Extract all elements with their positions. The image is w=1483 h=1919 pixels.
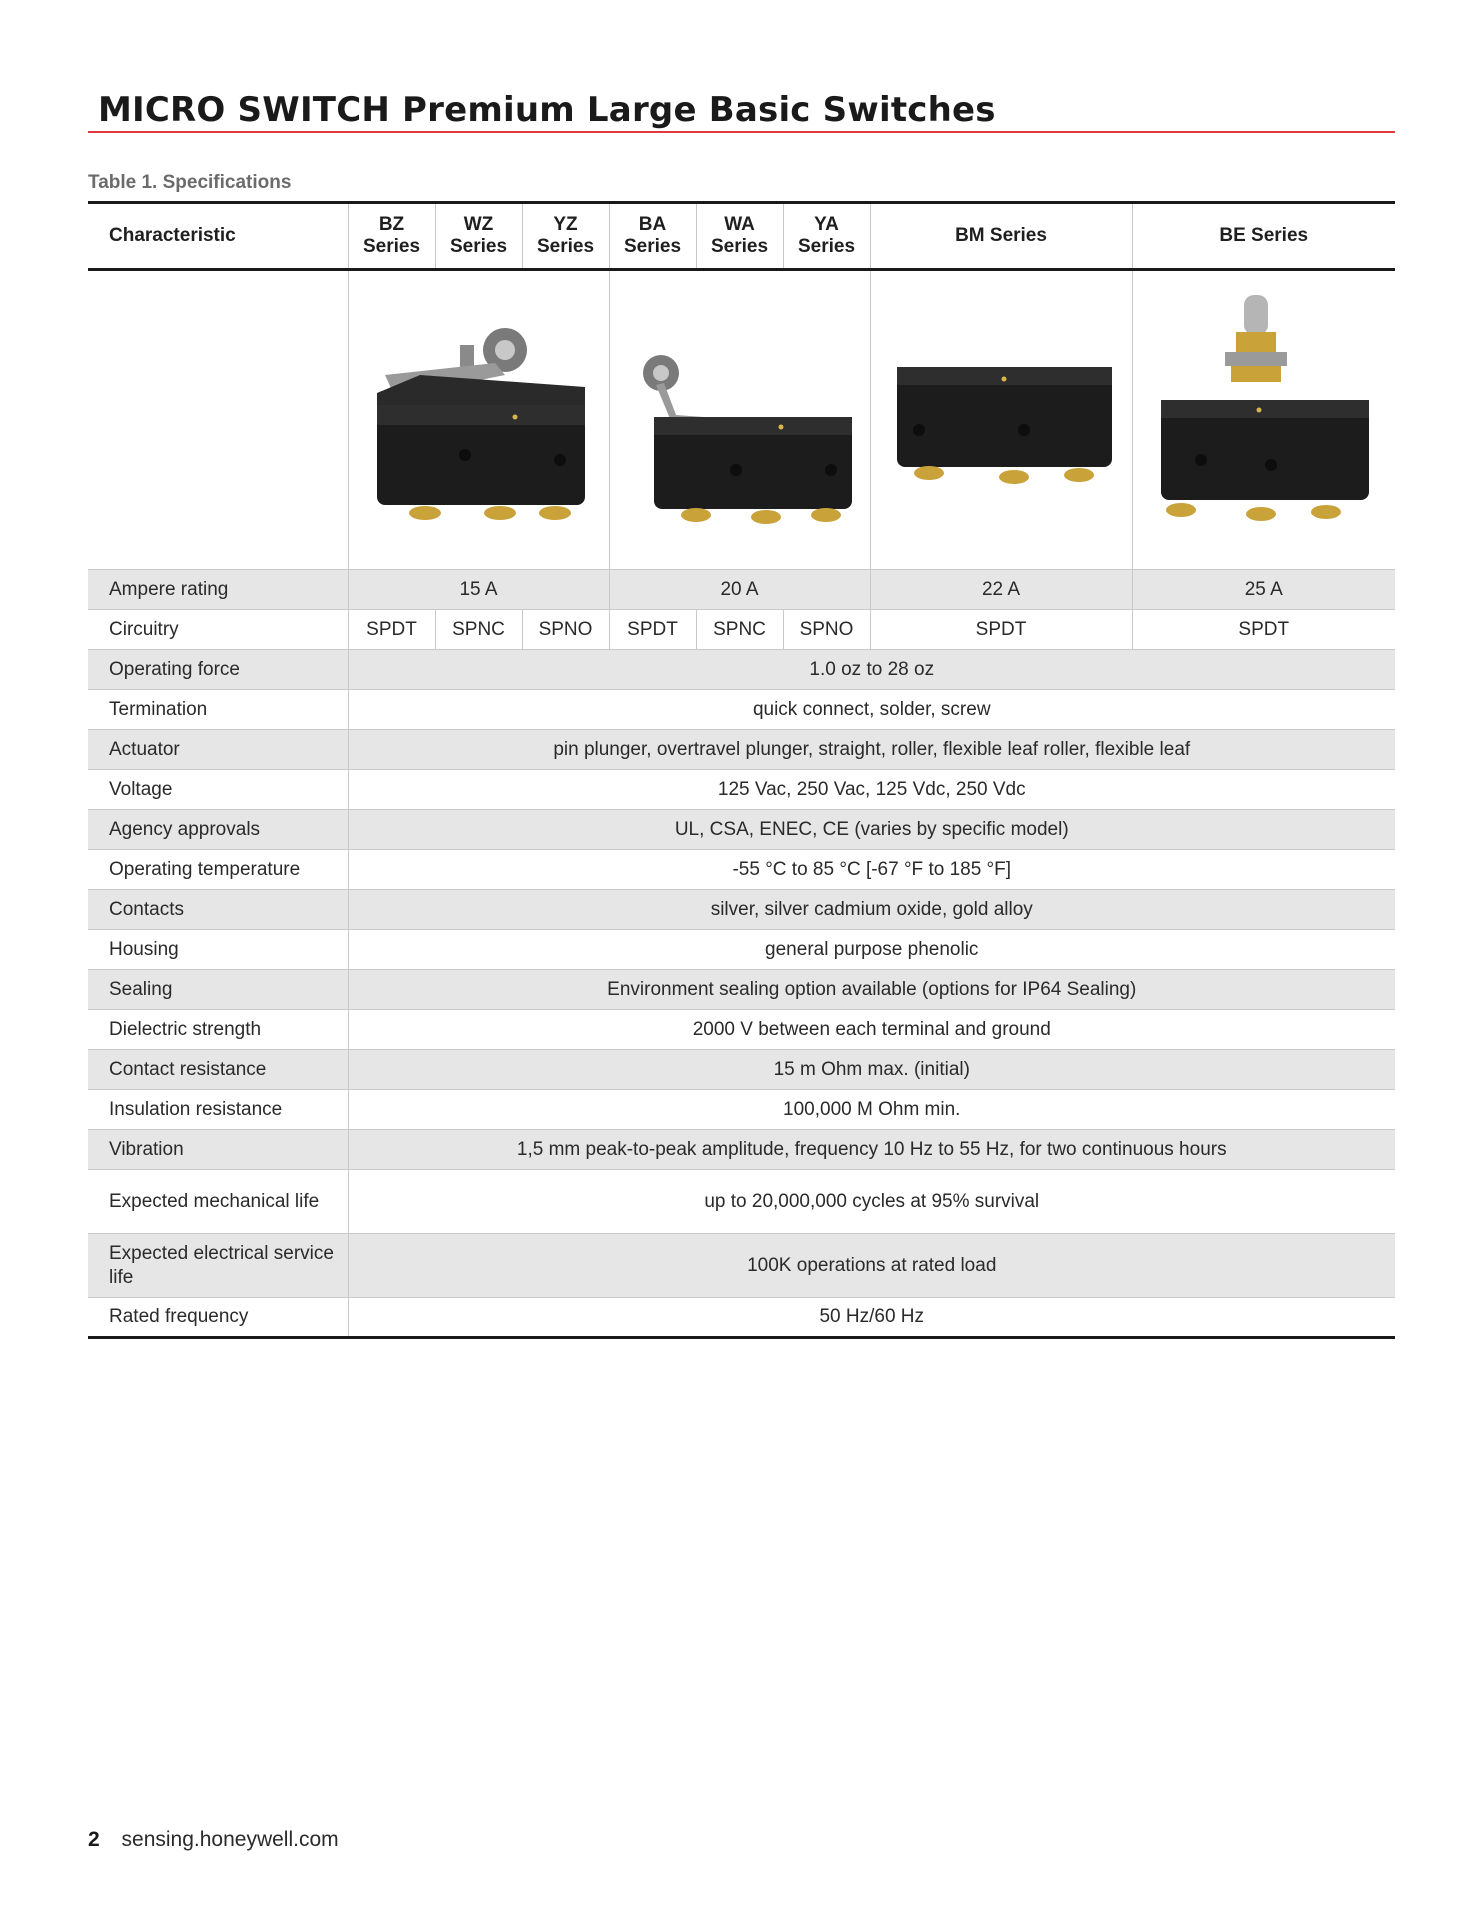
cell-wz-circuitry: SPNC	[435, 610, 522, 650]
image-row-label-cell	[88, 270, 348, 570]
header-be-series: BE Series	[1132, 203, 1395, 270]
row-label: Voltage	[88, 770, 348, 810]
z-series-image-cell	[348, 270, 609, 570]
row-value: -55 °C to 85 °C [-67 °F to 185 °F]	[348, 850, 1395, 890]
footer-url: sensing.honeywell.com	[121, 1828, 339, 1851]
row-label: Expected mechanical life	[88, 1170, 348, 1234]
title-rule	[88, 131, 1395, 133]
table-row-expected-mechanical-life	[88, 1170, 1395, 1234]
row-label: Contacts	[88, 890, 348, 930]
image-row	[88, 270, 1395, 570]
header-ya-series: YA Series	[783, 203, 870, 270]
row-value: 1,5 mm peak-to-peak amplitude, frequency 10 Hz to 55 Hz, for two continuous hours	[348, 1130, 1395, 1170]
row-label: Circuitry	[88, 610, 348, 650]
row-value: 125 Vac, 250 Vac, 125 Vdc, 250 Vdc	[348, 770, 1395, 810]
specifications-table	[88, 201, 1395, 1339]
a-series-image-cell	[609, 270, 870, 570]
row-label: Contact resistance	[88, 1050, 348, 1090]
cell-yz-circuitry: SPNO	[522, 610, 609, 650]
table-row-sealing	[88, 970, 1395, 1010]
table-row-vibration	[88, 1130, 1395, 1170]
table-caption: Table 1. Specifications	[88, 172, 292, 193]
table-row-expected-electrical-service-life	[88, 1234, 1395, 1298]
row-value: UL, CSA, ENEC, CE (varies by specific model)	[348, 810, 1395, 850]
table-row-ampere-rating	[88, 570, 1395, 610]
row-label: Operating temperature	[88, 850, 348, 890]
cell-bm-circuitry: SPDT	[870, 610, 1132, 650]
long-roller-lever-switch-photo	[616, 305, 866, 535]
table-row-operating-temperature	[88, 850, 1395, 890]
row-label: Operating force	[88, 650, 348, 690]
cell-wa-circuitry: SPNC	[696, 610, 783, 650]
row-label: Ampere rating	[88, 570, 348, 610]
table-row-circuitry	[88, 610, 1395, 650]
header-ba-series: BA Series	[609, 203, 696, 270]
cell-be-circuitry: SPDT	[1132, 610, 1395, 650]
page-footer	[88, 1828, 339, 1852]
bm-series-image-cell	[870, 270, 1132, 570]
table-row-rated-frequency	[88, 1298, 1395, 1338]
cell-a-series-ampere: 20 A	[609, 570, 870, 610]
row-label: Termination	[88, 690, 348, 730]
row-value: 1.0 oz to 28 oz	[348, 650, 1395, 690]
be-series-image-cell	[1132, 270, 1395, 570]
table-row-dielectric-strength	[88, 1010, 1395, 1050]
table-row-operating-force	[88, 650, 1395, 690]
plain-basic-switch-photo	[879, 305, 1124, 535]
row-label: Actuator	[88, 730, 348, 770]
row-value: 2000 V between each terminal and ground	[348, 1010, 1395, 1050]
table-row-insulation-resistance	[88, 1090, 1395, 1130]
row-label: Expected electrical service life	[88, 1234, 348, 1298]
cell-bm-ampere: 22 A	[870, 570, 1132, 610]
row-label: Dielectric strength	[88, 1010, 348, 1050]
row-value: pin plunger, overtravel plunger, straight, roller, flexible leaf roller, flexible leaf	[348, 730, 1395, 770]
row-value: 15 m Ohm max. (initial)	[348, 1050, 1395, 1090]
row-label: Rated frequency	[88, 1298, 348, 1338]
header-bm-series: BM Series	[870, 203, 1132, 270]
row-value: up to 20,000,000 cycles at 95% survival	[348, 1170, 1395, 1234]
row-label: Agency approvals	[88, 810, 348, 850]
header-wz-series: WZ Series	[435, 203, 522, 270]
table-row-housing	[88, 930, 1395, 970]
header-wa-series: WA Series	[696, 203, 783, 270]
row-label: Vibration	[88, 1130, 348, 1170]
header-bz-series: BZ Series	[348, 203, 435, 270]
row-value: Environment sealing option available (options for IP64 Sealing)	[348, 970, 1395, 1010]
row-value: general purpose phenolic	[348, 930, 1395, 970]
table-row-contact-resistance	[88, 1050, 1395, 1090]
row-label: Housing	[88, 930, 348, 970]
panel-mount-plunger-switch-photo	[1141, 290, 1386, 550]
page-title: MICRO SWITCH Premium Large Basic Switches	[98, 90, 996, 130]
row-value: 100,000 M Ohm min.	[348, 1090, 1395, 1130]
table-row-contacts	[88, 890, 1395, 930]
header-row	[88, 203, 1395, 270]
page-number: 2	[88, 1828, 100, 1851]
cell-z-series-ampere: 15 A	[348, 570, 609, 610]
table-row-termination	[88, 690, 1395, 730]
header-characteristic: Characteristic	[88, 203, 348, 270]
header-yz-series: YZ Series	[522, 203, 609, 270]
row-value: 100K operations at rated load	[348, 1234, 1395, 1298]
cell-ya-circuitry: SPNO	[783, 610, 870, 650]
table-row-agency-approvals	[88, 810, 1395, 850]
row-value: quick connect, solder, screw	[348, 690, 1395, 730]
row-label: Insulation resistance	[88, 1090, 348, 1130]
cell-be-ampere: 25 A	[1132, 570, 1395, 610]
roller-lever-switch-photo	[355, 305, 605, 535]
table-row-voltage	[88, 770, 1395, 810]
table-row-actuator	[88, 730, 1395, 770]
cell-bz-circuitry: SPDT	[348, 610, 435, 650]
row-value: 50 Hz/60 Hz	[348, 1298, 1395, 1338]
row-label: Sealing	[88, 970, 348, 1010]
cell-ba-circuitry: SPDT	[609, 610, 696, 650]
row-value: silver, silver cadmium oxide, gold alloy	[348, 890, 1395, 930]
